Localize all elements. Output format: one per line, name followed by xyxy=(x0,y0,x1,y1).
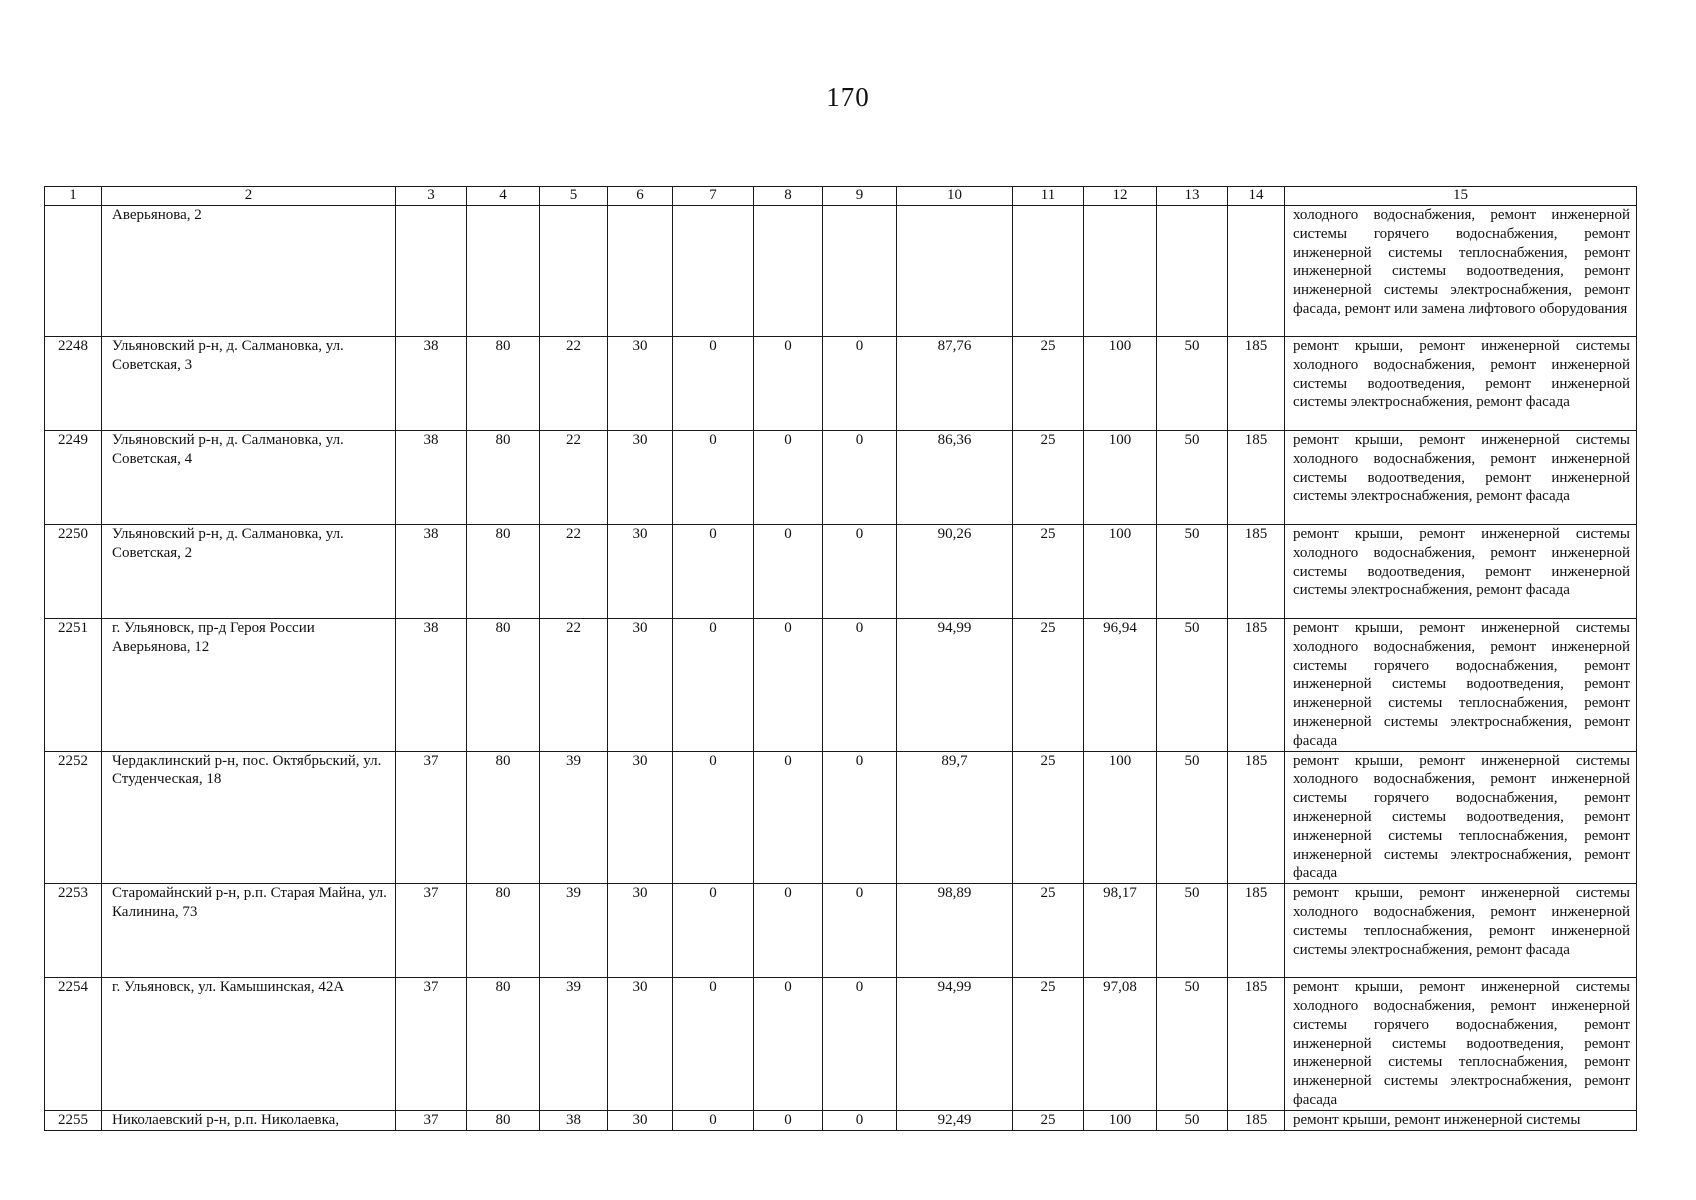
value-cell-c12: 100 xyxy=(1084,525,1157,619)
works-cell: ремонт крыши, ремонт инженерной системы холодного водоснабжения, ремонт инженерной системы водоотведения, ремонт инженерной системы электроснабжения, ремонт фасада xyxy=(1285,431,1637,525)
value-cell-c6: 30 xyxy=(608,337,673,431)
works-cell: ремонт крыши, ремонт инженерной системы холодного водоснабжения, ремонт инженерной системы водоотведения, ремонт инженерной системы электроснабжения, ремонт фасада xyxy=(1285,525,1637,619)
table-row xyxy=(45,337,1637,431)
header-cell: 14 xyxy=(1228,187,1285,206)
value-cell-c6: 30 xyxy=(608,751,673,884)
value-cell-c3: 37 xyxy=(396,884,467,978)
value-cell-c11 xyxy=(1013,206,1084,337)
value-cell-c9: 0 xyxy=(823,751,897,884)
value-cell-c7: 0 xyxy=(673,337,754,431)
value-cell-c5: 39 xyxy=(540,978,608,1111)
header-cell: 4 xyxy=(467,187,540,206)
value-cell-c3: 38 xyxy=(396,619,467,752)
row-id-cell: 2249 xyxy=(45,431,102,525)
table-row xyxy=(45,206,1637,337)
page-number: 170 xyxy=(826,82,870,112)
value-cell-c12: 96,94 xyxy=(1084,619,1157,752)
value-cell-c14: 185 xyxy=(1228,619,1285,752)
value-cell-c6: 30 xyxy=(608,619,673,752)
value-cell-c10 xyxy=(897,206,1013,337)
repair-program-table xyxy=(44,186,1637,1131)
value-cell-c10: 89,7 xyxy=(897,751,1013,884)
address-cell: г. Ульяновск, пр-д Героя России Аверьянова, 12 xyxy=(102,619,396,752)
value-cell-c4 xyxy=(467,206,540,337)
value-cell-c13: 50 xyxy=(1157,431,1228,525)
value-cell-c11: 25 xyxy=(1013,431,1084,525)
header-cell: 13 xyxy=(1157,187,1228,206)
value-cell-c14: 185 xyxy=(1228,978,1285,1111)
value-cell-c7: 0 xyxy=(673,1110,754,1130)
value-cell-c9: 0 xyxy=(823,431,897,525)
value-cell-c12: 97,08 xyxy=(1084,978,1157,1111)
value-cell-c10: 87,76 xyxy=(897,337,1013,431)
value-cell-c14: 185 xyxy=(1228,337,1285,431)
value-cell-c4: 80 xyxy=(467,978,540,1111)
value-cell-c12: 100 xyxy=(1084,1110,1157,1130)
value-cell-c6: 30 xyxy=(608,1110,673,1130)
address-cell: Чердаклинский р-н, пос. Октябрьский, ул. Студенческая, 18 xyxy=(102,751,396,884)
table-row xyxy=(45,431,1637,525)
header-cell: 9 xyxy=(823,187,897,206)
value-cell-c12: 100 xyxy=(1084,751,1157,884)
works-cell: ремонт крыши, ремонт инженерной системы холодного водоснабжения, ремонт инженерной системы горячего водоснабжения, ремонт инженерной системы водоотведения, ремонт инженерной системы теплоснабжения, ремонт инженерной системы электроснабжения, ремонт фасада xyxy=(1285,619,1637,752)
value-cell-c9: 0 xyxy=(823,884,897,978)
value-cell-c14 xyxy=(1228,206,1285,337)
row-id-cell: 2255 xyxy=(45,1110,102,1130)
value-cell-c4: 80 xyxy=(467,337,540,431)
value-cell-c8: 0 xyxy=(754,337,823,431)
value-cell-c11: 25 xyxy=(1013,884,1084,978)
row-id-cell: 2252 xyxy=(45,751,102,884)
works-cell: ремонт крыши, ремонт инженерной системы холодного водоснабжения, ремонт инженерной системы теплоснабжения, ремонт инженерной системы электроснабжения, ремонт фасада xyxy=(1285,884,1637,978)
value-cell-c3: 38 xyxy=(396,337,467,431)
value-cell-c12: 100 xyxy=(1084,431,1157,525)
value-cell-c10: 94,99 xyxy=(897,978,1013,1111)
value-cell-c8: 0 xyxy=(754,1110,823,1130)
value-cell-c14: 185 xyxy=(1228,1110,1285,1130)
value-cell-c13 xyxy=(1157,206,1228,337)
value-cell-c3: 37 xyxy=(396,751,467,884)
value-cell-c3 xyxy=(396,206,467,337)
value-cell-c14: 185 xyxy=(1228,525,1285,619)
value-cell-c11: 25 xyxy=(1013,1110,1084,1130)
value-cell-c9: 0 xyxy=(823,337,897,431)
value-cell-c10: 90,26 xyxy=(897,525,1013,619)
value-cell-c5: 22 xyxy=(540,619,608,752)
value-cell-c11: 25 xyxy=(1013,978,1084,1111)
value-cell-c10: 92,49 xyxy=(897,1110,1013,1130)
value-cell-c8: 0 xyxy=(754,978,823,1111)
value-cell-c11: 25 xyxy=(1013,619,1084,752)
value-cell-c14: 185 xyxy=(1228,431,1285,525)
value-cell-c7: 0 xyxy=(673,978,754,1111)
value-cell-c3: 37 xyxy=(396,1110,467,1130)
address-cell: Ульяновский р-н, д. Салмановка, ул. Советская, 4 xyxy=(102,431,396,525)
value-cell-c13: 50 xyxy=(1157,1110,1228,1130)
value-cell-c5: 38 xyxy=(540,1110,608,1130)
works-cell: ремонт крыши, ремонт инженерной системы xyxy=(1285,1110,1637,1130)
row-id-cell: 2248 xyxy=(45,337,102,431)
works-cell: холодного водоснабжения, ремонт инженерной системы горячего водоснабжения, ремонт инженерной системы теплоснабжения, ремонт инженерной системы водоотведения, ремонт инженерной системы электроснабжения, ремонт фасада, ремонт или замена лифтового оборудования xyxy=(1285,206,1637,337)
value-cell-c7: 0 xyxy=(673,619,754,752)
value-cell-c6: 30 xyxy=(608,884,673,978)
row-id-cell: 2254 xyxy=(45,978,102,1111)
value-cell-c6: 30 xyxy=(608,978,673,1111)
works-cell: ремонт крыши, ремонт инженерной системы холодного водоснабжения, ремонт инженерной системы горячего водоснабжения, ремонт инженерной системы водоотведения, ремонт инженерной системы теплоснабжения, ремонт инженерной системы электроснабжения, ремонт фасада xyxy=(1285,978,1637,1111)
value-cell-c6: 30 xyxy=(608,525,673,619)
header-cell: 8 xyxy=(754,187,823,206)
value-cell-c3: 38 xyxy=(396,525,467,619)
value-cell-c4: 80 xyxy=(467,884,540,978)
table-row xyxy=(45,884,1637,978)
value-cell-c11: 25 xyxy=(1013,751,1084,884)
value-cell-c9: 0 xyxy=(823,525,897,619)
value-cell-c11: 25 xyxy=(1013,525,1084,619)
value-cell-c13: 50 xyxy=(1157,337,1228,431)
value-cell-c8: 0 xyxy=(754,431,823,525)
value-cell-c7: 0 xyxy=(673,525,754,619)
value-cell-c9: 0 xyxy=(823,1110,897,1130)
value-cell-c7: 0 xyxy=(673,884,754,978)
value-cell-c7: 0 xyxy=(673,431,754,525)
header-cell: 2 xyxy=(102,187,396,206)
address-cell: Ульяновский р-н, д. Салмановка, ул. Советская, 3 xyxy=(102,337,396,431)
value-cell-c8: 0 xyxy=(754,525,823,619)
header-cell: 15 xyxy=(1285,187,1637,206)
value-cell-c9: 0 xyxy=(823,619,897,752)
works-cell: ремонт крыши, ремонт инженерной системы холодного водоснабжения, ремонт инженерной системы горячего водоснабжения, ремонт инженерной системы водоотведения, ремонт инженерной системы теплоснабжения, ремонт инженерной системы электроснабжения, ремонт фасада xyxy=(1285,751,1637,884)
header-cell: 11 xyxy=(1013,187,1084,206)
value-cell-c4: 80 xyxy=(467,1110,540,1130)
row-id-cell: 2253 xyxy=(45,884,102,978)
value-cell-c4: 80 xyxy=(467,751,540,884)
value-cell-c8: 0 xyxy=(754,884,823,978)
column-number-header xyxy=(45,187,1637,206)
value-cell-c11: 25 xyxy=(1013,337,1084,431)
value-cell-c9: 0 xyxy=(823,978,897,1111)
value-cell-c13: 50 xyxy=(1157,751,1228,884)
value-cell-c9 xyxy=(823,206,897,337)
value-cell-c3: 38 xyxy=(396,431,467,525)
value-cell-c6 xyxy=(608,206,673,337)
header-cell: 3 xyxy=(396,187,467,206)
header-cell: 5 xyxy=(540,187,608,206)
value-cell-c13: 50 xyxy=(1157,884,1228,978)
value-cell-c5: 22 xyxy=(540,525,608,619)
header-cell: 12 xyxy=(1084,187,1157,206)
table-row xyxy=(45,751,1637,884)
header-cell: 10 xyxy=(897,187,1013,206)
value-cell-c10: 94,99 xyxy=(897,619,1013,752)
value-cell-c14: 185 xyxy=(1228,884,1285,978)
value-cell-c7: 0 xyxy=(673,751,754,884)
value-cell-c4: 80 xyxy=(467,619,540,752)
table-row xyxy=(45,978,1637,1111)
value-cell-c13: 50 xyxy=(1157,525,1228,619)
row-id-cell: 2250 xyxy=(45,525,102,619)
value-cell-c12: 100 xyxy=(1084,337,1157,431)
address-cell: Николаевский р-н, р.п. Николаевка, xyxy=(102,1110,396,1130)
works-cell: ремонт крыши, ремонт инженерной системы холодного водоснабжения, ремонт инженерной системы водоотведения, ремонт инженерной системы электроснабжения, ремонт фасада xyxy=(1285,337,1637,431)
value-cell-c4: 80 xyxy=(467,525,540,619)
row-id-cell xyxy=(45,206,102,337)
value-cell-c5: 39 xyxy=(540,884,608,978)
header-cell: 1 xyxy=(45,187,102,206)
value-cell-c10: 98,89 xyxy=(897,884,1013,978)
value-cell-c13: 50 xyxy=(1157,978,1228,1111)
header-cell: 6 xyxy=(608,187,673,206)
table-row xyxy=(45,525,1637,619)
value-cell-c5: 39 xyxy=(540,751,608,884)
address-cell: Ульяновский р-н, д. Салмановка, ул. Советская, 2 xyxy=(102,525,396,619)
value-cell-c12: 98,17 xyxy=(1084,884,1157,978)
value-cell-c14: 185 xyxy=(1228,751,1285,884)
value-cell-c13: 50 xyxy=(1157,619,1228,752)
address-cell: Аверьянова, 2 xyxy=(102,206,396,337)
table-row xyxy=(45,619,1637,752)
value-cell-c5 xyxy=(540,206,608,337)
header-cell: 7 xyxy=(673,187,754,206)
value-cell-c5: 22 xyxy=(540,431,608,525)
row-id-cell: 2251 xyxy=(45,619,102,752)
value-cell-c8: 0 xyxy=(754,751,823,884)
value-cell-c6: 30 xyxy=(608,431,673,525)
value-cell-c3: 37 xyxy=(396,978,467,1111)
value-cell-c5: 22 xyxy=(540,337,608,431)
table-row xyxy=(45,1110,1637,1130)
value-cell-c12 xyxy=(1084,206,1157,337)
value-cell-c10: 86,36 xyxy=(897,431,1013,525)
address-cell: Старомайнский р-н, р.п. Старая Майна, ул. Калинина, 73 xyxy=(102,884,396,978)
value-cell-c7 xyxy=(673,206,754,337)
value-cell-c8 xyxy=(754,206,823,337)
address-cell: г. Ульяновск, ул. Камышинская, 42А xyxy=(102,978,396,1111)
value-cell-c8: 0 xyxy=(754,619,823,752)
value-cell-c4: 80 xyxy=(467,431,540,525)
